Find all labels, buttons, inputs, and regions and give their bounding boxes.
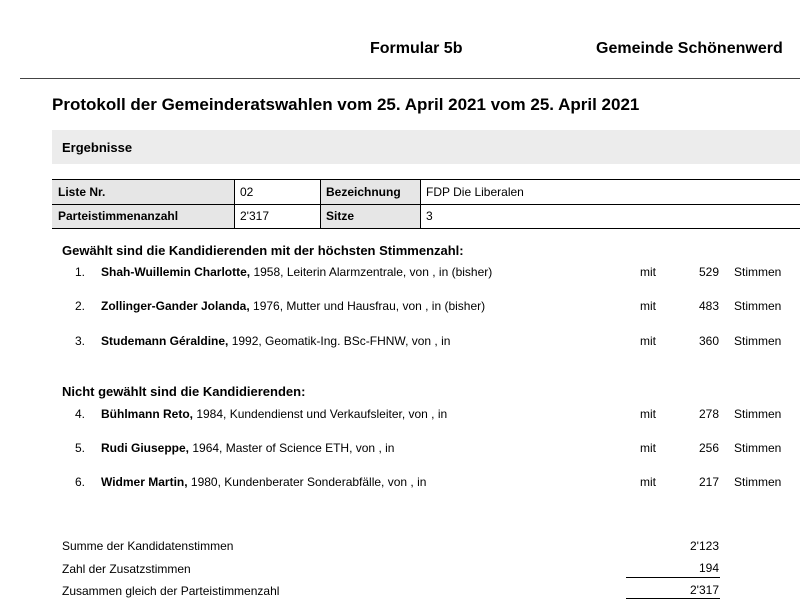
votes-unit: Stimmen bbox=[734, 265, 782, 279]
mit-label: mit bbox=[640, 299, 656, 313]
table-col-divider bbox=[234, 180, 235, 228]
mit-label: mit bbox=[640, 441, 656, 455]
table-row-divider bbox=[52, 204, 800, 205]
candidate-entry bbox=[101, 265, 492, 279]
mit-label: mit bbox=[640, 407, 656, 421]
mit-label: mit bbox=[640, 265, 656, 279]
table-col-divider bbox=[320, 180, 321, 228]
candidate-votes: 529 bbox=[698, 265, 719, 279]
form-label: Formular 5b bbox=[370, 40, 463, 57]
total-label: Zusammen gleich der Parteistimmenzahl bbox=[62, 584, 280, 598]
candidate-number: 2. bbox=[74, 299, 85, 313]
candidate-name: Rudi Giuseppe, bbox=[101, 441, 190, 455]
candidate-name: Shah-Wuillemin Charlotte, bbox=[101, 265, 251, 279]
party-votes-label: Parteistimmenanzahl bbox=[52, 204, 234, 228]
total-underline bbox=[626, 598, 720, 599]
results-band bbox=[52, 130, 800, 164]
table-col-divider bbox=[420, 180, 421, 228]
list-info-table bbox=[52, 179, 800, 229]
candidate-name: Bühlmann Reto, bbox=[101, 407, 193, 421]
candidate-entry bbox=[101, 441, 394, 455]
seats-label: Sitze bbox=[320, 204, 420, 228]
votes-unit: Stimmen bbox=[734, 407, 782, 421]
candidate-name: Zollinger-Gander Jolanda, bbox=[101, 299, 250, 313]
candidate-details: 1992, Geomatik-Ing. BSc-FHNW, von , in bbox=[228, 334, 451, 348]
candidate-details: 1976, Mutter und Hausfrau, von , in (bisher) bbox=[249, 299, 486, 313]
not-elected-heading: Nicht gewählt sind die Kandidierenden: bbox=[62, 384, 306, 399]
sum-underline bbox=[626, 577, 720, 578]
total-value: 2'317 bbox=[690, 583, 719, 597]
votes-unit: Stimmen bbox=[734, 334, 782, 348]
list-number-value: 02 bbox=[240, 185, 254, 199]
mit-label: mit bbox=[640, 334, 656, 348]
votes-unit: Stimmen bbox=[734, 299, 782, 313]
mit-label: mit bbox=[640, 475, 656, 489]
seats-value: 3 bbox=[426, 209, 433, 223]
candidate-entry bbox=[101, 407, 447, 421]
candidate-entry bbox=[101, 475, 426, 489]
designation-value: FDP Die Liberalen bbox=[426, 185, 524, 199]
votes-unit: Stimmen bbox=[734, 475, 782, 489]
candidate-name: Studemann Géraldine, bbox=[101, 334, 229, 348]
party-votes-value: 2'317 bbox=[240, 209, 269, 223]
candidate-number: 6. bbox=[74, 475, 85, 489]
candidate-number: 5. bbox=[74, 441, 85, 455]
candidate-entry bbox=[101, 334, 450, 348]
candidate-votes-sum-value: 2'123 bbox=[690, 539, 719, 553]
candidate-details: 1984, Kundendienst und Verkaufsleiter, von , in bbox=[193, 407, 448, 421]
protocol-title: Protokoll der Gemeinderatswahlen vom 25. April 2021 vom 25. April 2021 bbox=[52, 95, 640, 114]
candidate-number: 4. bbox=[74, 407, 85, 421]
candidate-votes: 278 bbox=[698, 407, 719, 421]
candidate-votes-sum-label: Summe der Kandidatenstimmen bbox=[62, 539, 234, 553]
results-heading: Ergebnisse bbox=[62, 140, 133, 155]
candidate-name: Widmer Martin, bbox=[101, 475, 188, 489]
candidate-votes: 256 bbox=[698, 441, 719, 455]
candidate-details: 1964, Master of Science ETH, von , in bbox=[189, 441, 395, 455]
candidate-number: 1. bbox=[74, 265, 85, 279]
candidate-votes: 217 bbox=[698, 475, 719, 489]
additional-votes-label: Zahl der Zusatzstimmen bbox=[62, 562, 191, 576]
candidate-details: 1980, Kundenberater Sonderabfälle, von , in bbox=[187, 475, 427, 489]
additional-votes-value: 194 bbox=[698, 561, 719, 575]
candidate-number: 3. bbox=[74, 334, 85, 348]
designation-label: Bezeichnung bbox=[320, 180, 420, 204]
candidate-votes: 360 bbox=[698, 334, 719, 348]
candidate-entry bbox=[101, 299, 485, 313]
candidate-details: 1958, Leiterin Alarmzentrale, von , in (bisher) bbox=[250, 265, 493, 279]
header-divider bbox=[20, 78, 800, 79]
elected-heading: Gewählt sind die Kandidierenden mit der höchsten Stimmenzahl: bbox=[62, 243, 464, 258]
municipality-name: Gemeinde Schönenwerd bbox=[596, 40, 783, 57]
candidate-votes: 483 bbox=[698, 299, 719, 313]
list-number-label: Liste Nr. bbox=[52, 180, 234, 204]
votes-unit: Stimmen bbox=[734, 441, 782, 455]
